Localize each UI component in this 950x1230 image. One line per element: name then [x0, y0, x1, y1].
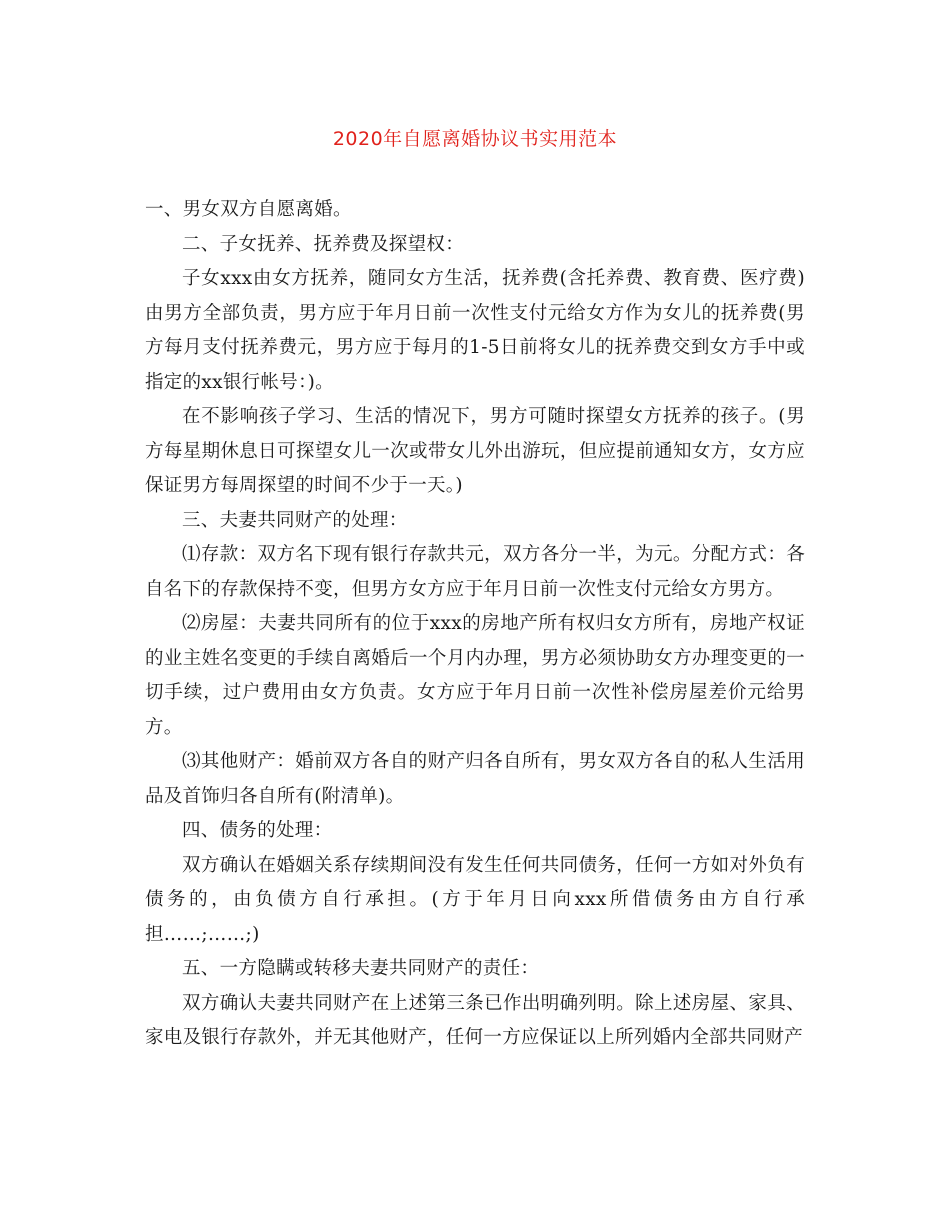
paragraph-concealment: 双方确认夫妻共同财产在上述第三条已作出明确列明。除上述房屋、家具、家电及银行存款外，并无其他财产，任何一方应保证以上所列婚内全部共同财产	[145, 992, 805, 1048]
section-heading-4: 四、债务的处理：	[182, 820, 333, 841]
paragraph-other-property: ⑶其他财产：婚前双方各自的财产归各自所有，男女双方各自的私人生活用品及首饰归各自所有(附清单)。	[145, 751, 805, 807]
paragraph-child-support: 子女xxx由女方抚养，随同女方生活，抚养费(含托养费、教育费、医疗费)由男方全部负责，男方应于年月日前一次性支付元给女方作为女儿的抚养费(男方每月支付抚养费元，男方应于每月的1-5日前将女儿的抚养费交到女方手中或指定的xx银行帐号：)。	[145, 268, 805, 393]
document-body	[145, 193, 805, 1056]
paragraph-debts: 双方确认在婚姻关系存续期间没有发生任何共同债务，任何一方如对外负有债务的，由负债方自行承担。(方于年月日向xxx所借债务由方自行承担……;……;)	[145, 854, 805, 945]
section-heading-1: 一、男女双方自愿离婚。	[145, 199, 352, 220]
section-heading-3: 三、夫妻共同财产的处理：	[182, 509, 408, 531]
section-heading-2: 二、子女抚养、抚养费及探望权：	[182, 233, 465, 255]
section-heading-5: 五、一方隐瞒或转移夫妻共同财产的责任：	[182, 958, 540, 979]
paragraph-house: ⑵房屋：夫妻共同所有的位于xxx的房地产所有权归女方所有，房地产权证的业主姓名变更的手续自离婚后一个月内办理，男方必须协助女方办理变更的一切手续，过户费用由女方负责。女方应于年月日前一次性补偿房屋差价元给男方。	[145, 613, 805, 738]
paragraph-visitation: 在不影响孩子学习、生活的情况下，男方可随时探望女方抚养的孩子。(男方每星期休息日可探望女儿一次或带女儿外出游玩，但应提前通知女方，女方应保证男方每周探望的时间不少于一天。)	[145, 406, 805, 496]
paragraph-deposits: ⑴存款：双方名下现有银行存款共元，双方各分一半，为元。分配方式：各自名下的存款保持不变，但男方女方应于年月日前一次性支付元给女方男方。	[145, 544, 805, 600]
document-title: 2020年自愿离婚协议书实用范本	[332, 128, 618, 150]
